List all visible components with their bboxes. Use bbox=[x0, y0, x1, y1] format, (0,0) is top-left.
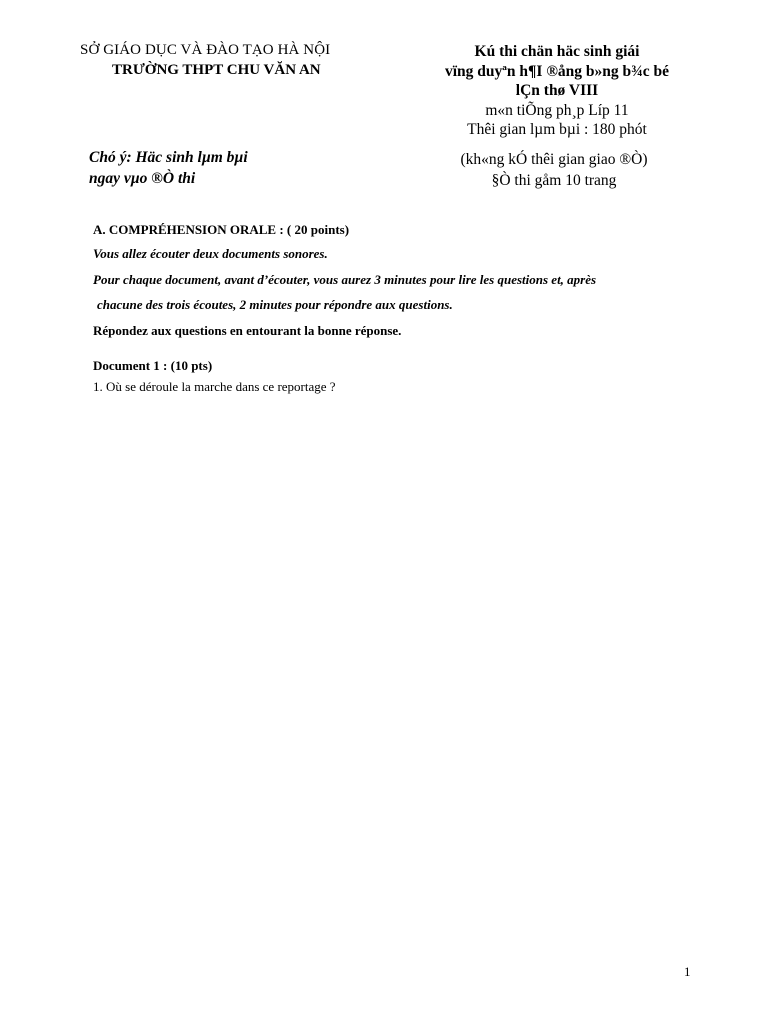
instruction-paragraph-4: Répondez aux questions en entourant la bonne réponse. bbox=[93, 323, 402, 338]
exam-duration-line: Thêi gian lµm bµi : 180 phót bbox=[467, 121, 647, 138]
student-note-line-2: ngay vµo ®Ò thi bbox=[89, 170, 196, 187]
student-note-line-1: Chó ý: Häc sinh lµm bµi bbox=[89, 149, 248, 166]
exam-subject-line: m«n tiÕng ph¸p Líp 11 bbox=[485, 101, 629, 119]
instruction-paragraph-3: chacune des trois écoutes, 2 minutes pour répondre aux questions. bbox=[97, 297, 453, 312]
exam-edition-line: lÇn thø VIII bbox=[515, 82, 599, 99]
exam-title-block bbox=[404, 42, 710, 140]
exam-time-note: (kh«ng kÓ thêi gian giao ®Ò) bbox=[460, 151, 648, 168]
department-name: SỞ GIÁO DỤC VÀ ĐÀO TẠO HÀ NỘI bbox=[80, 42, 331, 58]
school-name: TRƯỜNG THPT CHU VĂN AN bbox=[112, 62, 321, 78]
instruction-paragraph-2: Pour chaque document, avant d’écouter, vous aurez 3 minutes pour lire les questions et, après bbox=[93, 272, 597, 287]
exam-title-line: Kú thi chän häc sinh giái bbox=[474, 43, 640, 60]
question-1: 1. Où se déroule la marche dans ce reportage ? bbox=[93, 379, 336, 394]
page-number: 1 bbox=[684, 964, 691, 979]
section-title: A. COMPRÉHENSION ORALE : ( 20 points) bbox=[93, 222, 350, 237]
exam-region-line: vïng duyªn h¶I ®ång b»ng b¾c bé bbox=[444, 62, 670, 80]
exam-info-block bbox=[404, 149, 704, 191]
exam-page-count: §Ò thi gåm 10 trang bbox=[491, 172, 617, 189]
instruction-paragraph-1: Vous allez écouter deux documents sonores. bbox=[93, 246, 328, 261]
document-1-title: Document 1 : (10 pts) bbox=[93, 358, 213, 373]
